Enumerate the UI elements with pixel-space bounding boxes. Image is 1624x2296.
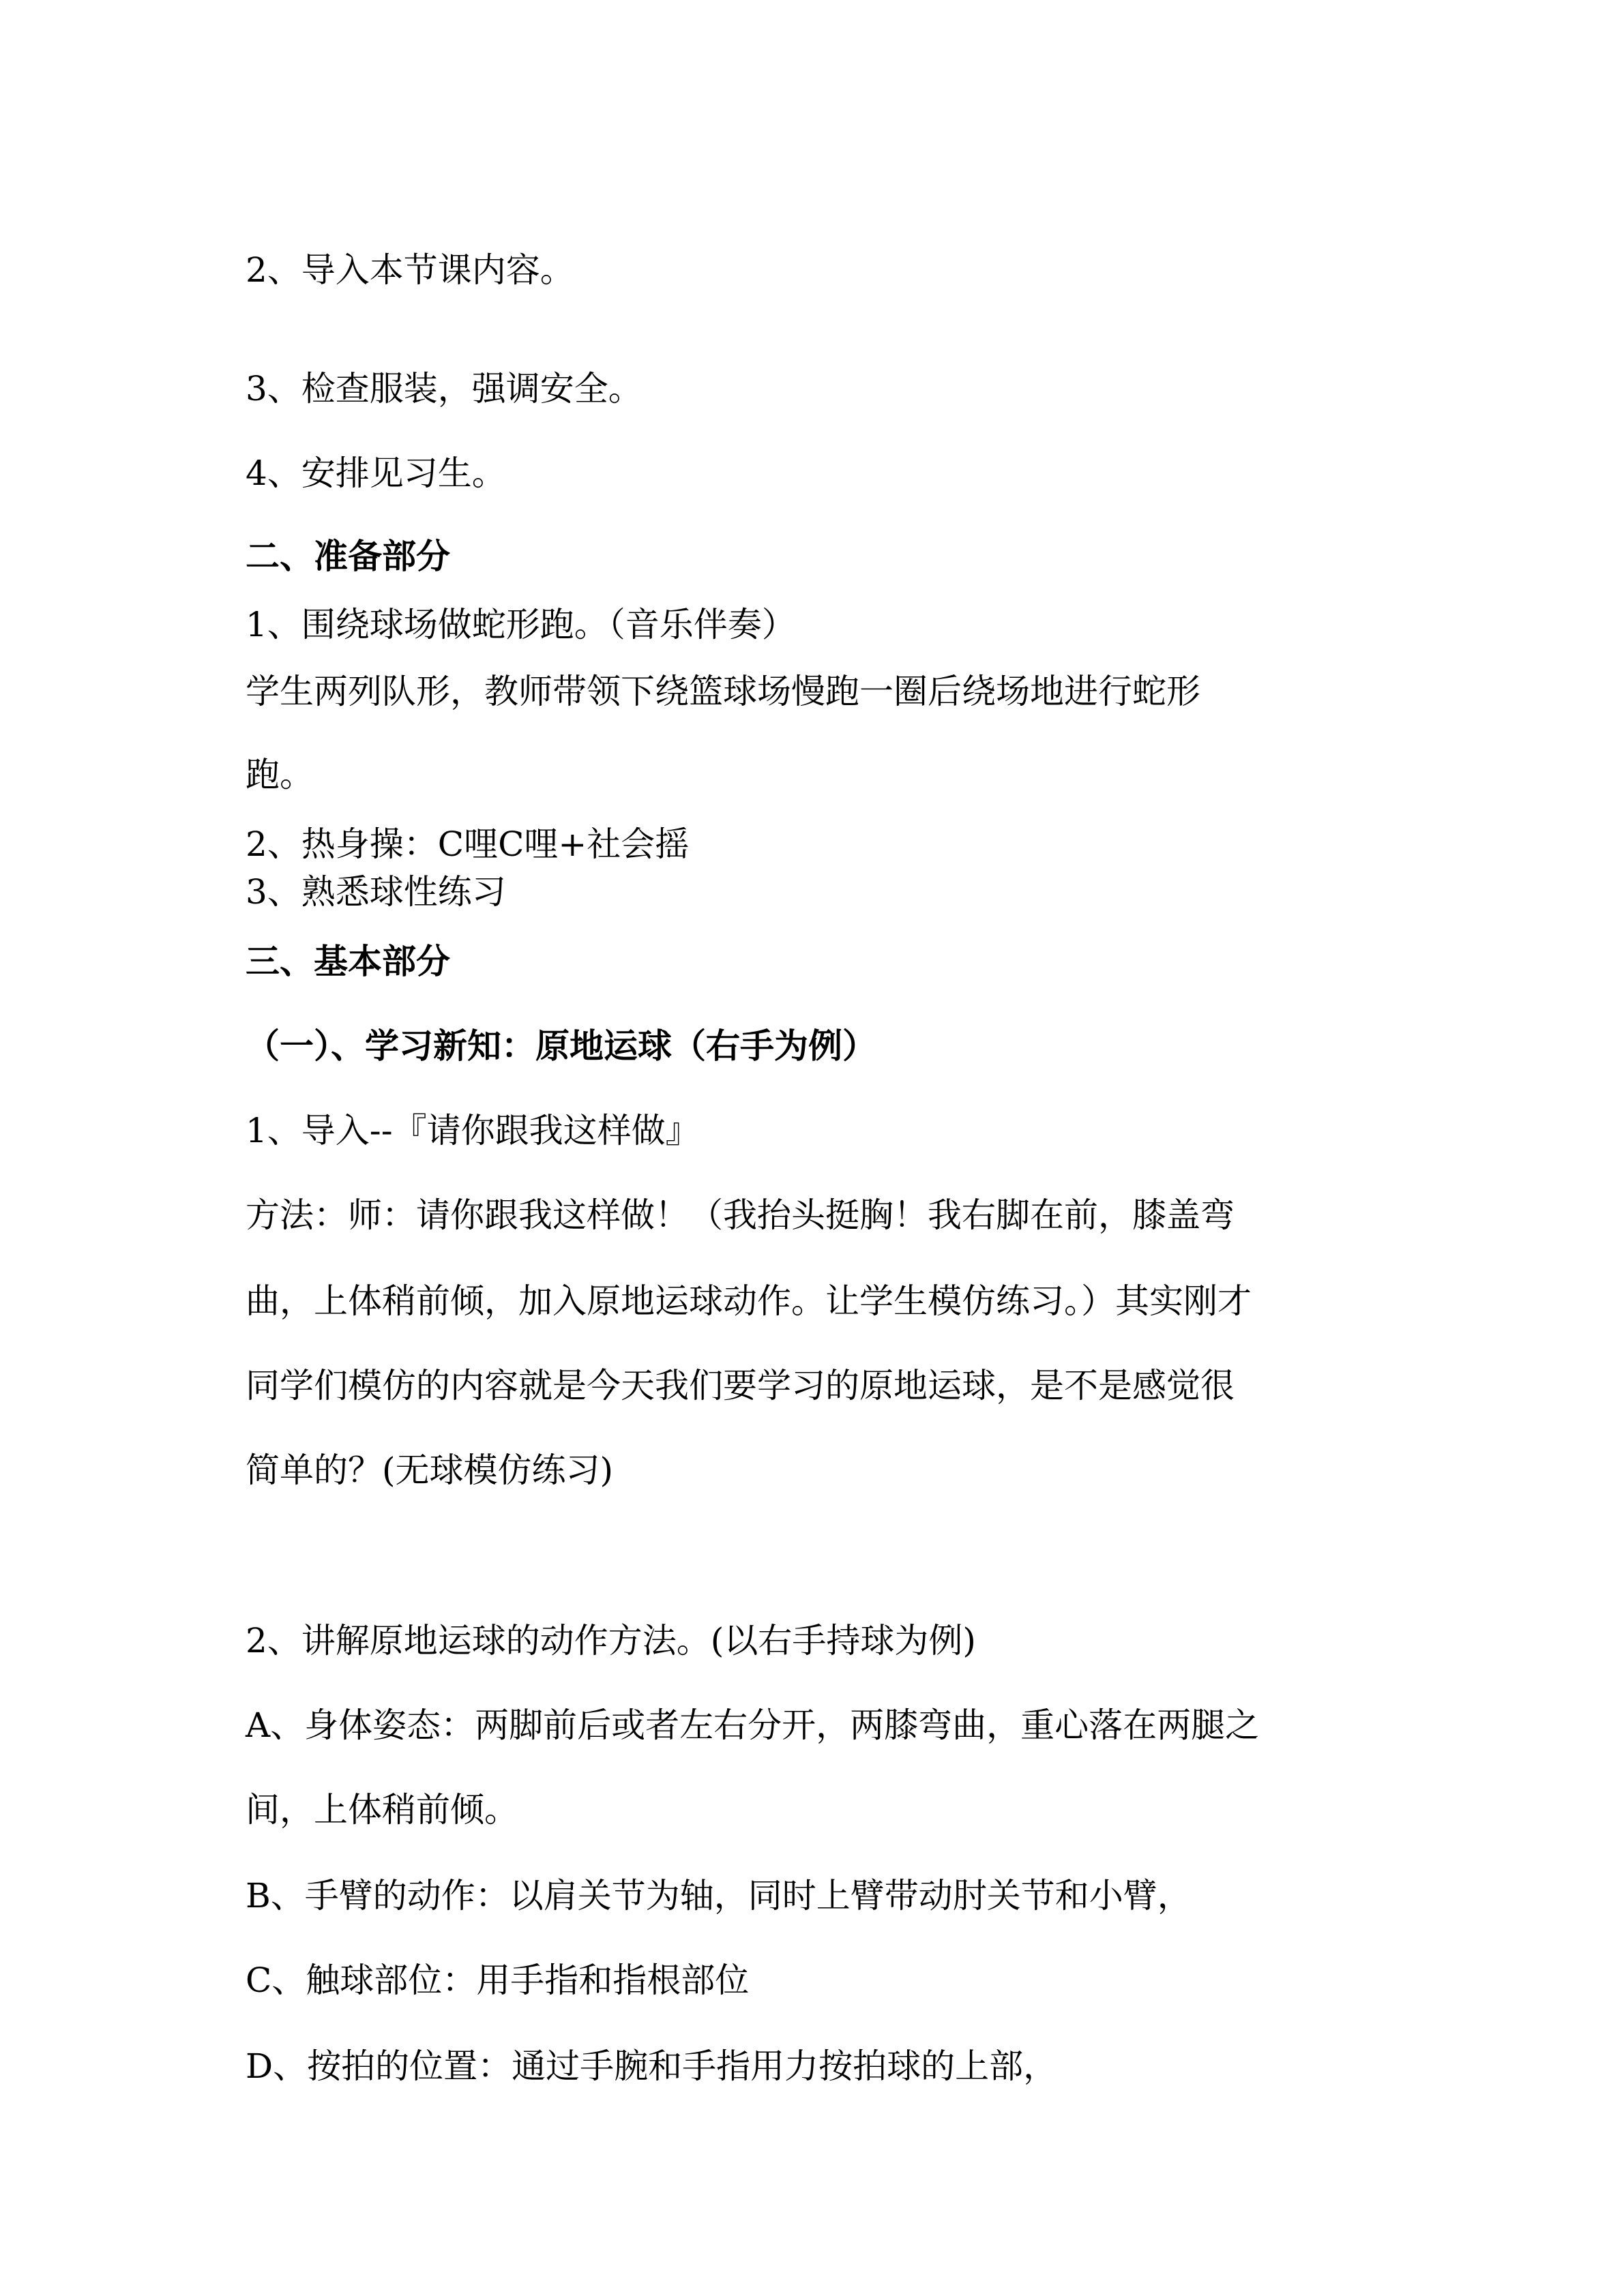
- point-d: D、按拍的位置：通过手腕和手指用力按拍球的上部，: [246, 2046, 1058, 2086]
- intro-item-3: 3、检查服装，强调安全。: [246, 369, 643, 408]
- method-paragraph-line-2: 曲，上体稍前倾，加入原地运球动作。让学生模仿练习。）其实刚才: [246, 1281, 1252, 1321]
- point-a-line-2: 间，上体稍前倾。: [246, 1790, 518, 1830]
- section-heading-preparation: 二、准备部分: [246, 537, 450, 576]
- prep-item-3: 3、熟悉球性练习: [246, 872, 506, 912]
- method-paragraph-line-3: 同学们模仿的内容就是今天我们要学习的原地运球，是不是感觉很: [246, 1366, 1235, 1405]
- prep-description-line-2: 跑。: [246, 755, 314, 794]
- point-c: C、触球部位：用手指和指根部位: [246, 1960, 750, 2000]
- section-heading-basic: 三、基本部分: [246, 942, 450, 981]
- intro-item-2: 2、导入本节课内容。: [246, 250, 574, 290]
- prep-item-2: 2、热身操：C哩C哩+社会摇: [246, 824, 690, 864]
- prep-description-line-1: 学生两列队形，教师带领下绕篮球场慢跑一圈后绕场地进行蛇形: [246, 672, 1200, 711]
- basic-item-2: 2、讲解原地运球的动作方法。(以右手持球为例): [246, 1621, 976, 1660]
- method-paragraph-line-4: 简单的？(无球模仿练习): [246, 1450, 614, 1490]
- intro-item-4: 4、安排见习生。: [246, 453, 506, 493]
- subsection-heading-new-knowledge: （一）、学习新知：原地运球（右手为例）: [246, 1026, 876, 1066]
- prep-item-1: 1、围绕球场做蛇形跑。（音乐伴奏）: [246, 605, 796, 644]
- point-b: B、手臂的动作：以肩关节为轴，同时上臂带动肘关节和小臂，: [246, 1876, 1192, 1915]
- method-paragraph-line-1: 方法：师：请你跟我这样做！（我抬头挺胸！我右脚在前，膝盖弯: [246, 1195, 1235, 1235]
- basic-item-1: 1、导入--『请你跟我这样做』: [246, 1111, 700, 1150]
- point-a-line-1: A、身体姿态：两脚前后或者左右分开，两膝弯曲，重心落在两腿之: [246, 1705, 1260, 1745]
